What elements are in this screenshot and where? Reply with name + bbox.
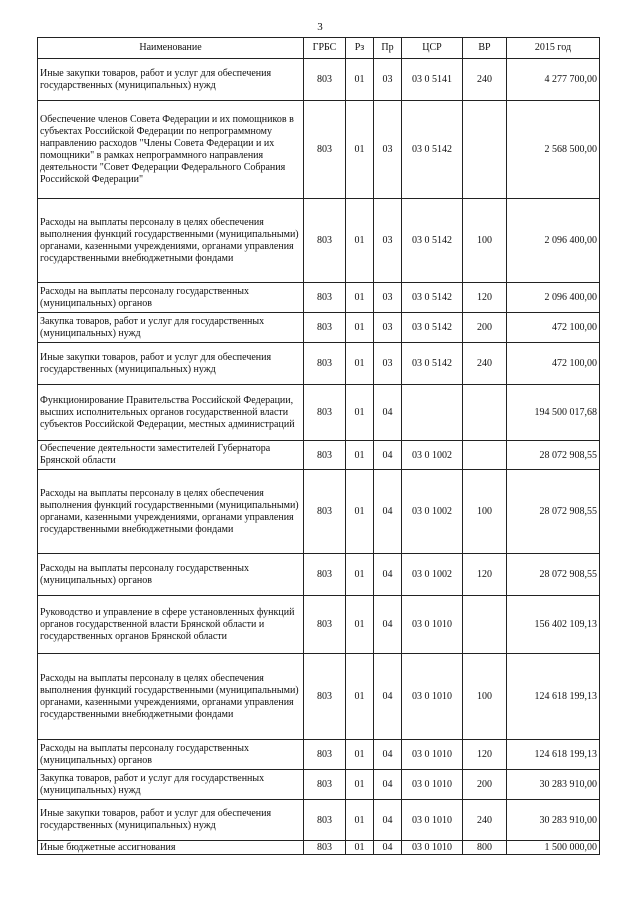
table-row xyxy=(38,283,600,313)
header-year: 2015 год xyxy=(507,38,600,59)
name-cell: Функционирование Правительства Российской Федерации, высших исполнительных органов государственной власти субъектов Российской Федерации, местных администраций xyxy=(38,385,304,441)
table-row xyxy=(38,441,600,470)
table-row xyxy=(38,385,600,441)
pr-cell: 04 xyxy=(374,740,402,770)
grbs-cell: 803 xyxy=(304,283,346,313)
table-row xyxy=(38,59,600,101)
table-row xyxy=(38,313,600,343)
grbs-cell: 803 xyxy=(304,554,346,596)
grbs-cell: 803 xyxy=(304,470,346,554)
amount-cell: 30 283 910,00 xyxy=(507,770,600,800)
vr-cell: 800 xyxy=(463,841,507,855)
amount-cell: 28 072 908,55 xyxy=(507,470,600,554)
csr-cell: 03 0 1010 xyxy=(402,841,463,855)
rz-cell: 01 xyxy=(346,596,374,654)
rz-cell: 01 xyxy=(346,199,374,283)
amount-cell: 30 283 910,00 xyxy=(507,800,600,841)
grbs-cell: 803 xyxy=(304,59,346,101)
name-cell: Иные закупки товаров, работ и услуг для обеспечения государственных (муниципальных) нужд xyxy=(38,800,304,841)
rz-cell: 01 xyxy=(346,654,374,740)
pr-cell: 03 xyxy=(374,343,402,385)
grbs-cell: 803 xyxy=(304,841,346,855)
grbs-cell: 803 xyxy=(304,596,346,654)
grbs-cell: 803 xyxy=(304,101,346,199)
vr-cell: 100 xyxy=(463,199,507,283)
csr-cell: 03 0 5142 xyxy=(402,343,463,385)
csr-cell: 03 0 1002 xyxy=(402,441,463,470)
pr-cell: 04 xyxy=(374,654,402,740)
pr-cell: 04 xyxy=(374,554,402,596)
amount-cell: 2 568 500,00 xyxy=(507,101,600,199)
grbs-cell: 803 xyxy=(304,313,346,343)
amount-cell: 28 072 908,55 xyxy=(507,554,600,596)
page-number: 3 xyxy=(317,21,323,33)
csr-cell: 03 0 5142 xyxy=(402,313,463,343)
header-rz: Рз xyxy=(346,38,374,59)
header-csr: ЦСР xyxy=(402,38,463,59)
rz-cell: 01 xyxy=(346,470,374,554)
pr-cell: 04 xyxy=(374,841,402,855)
header-name: Наименование xyxy=(38,38,304,59)
name-cell: Расходы на выплаты персоналу в целях обеспечения выполнения функций государственными (муниципальными) органами, казенными учреждениями, органами управления государственными внебюджетными фондами xyxy=(38,199,304,283)
csr-cell: 03 0 1002 xyxy=(402,470,463,554)
pr-cell: 04 xyxy=(374,770,402,800)
amount-cell: 124 618 199,13 xyxy=(507,654,600,740)
name-cell: Расходы на выплаты персоналу государственных (муниципальных) органов xyxy=(38,283,304,313)
csr-cell: 03 0 5141 xyxy=(402,59,463,101)
rz-cell: 01 xyxy=(346,740,374,770)
vr-cell: 240 xyxy=(463,800,507,841)
pr-cell: 04 xyxy=(374,385,402,441)
pr-cell: 04 xyxy=(374,441,402,470)
grbs-cell: 803 xyxy=(304,800,346,841)
table-row xyxy=(38,343,600,385)
table-row xyxy=(38,596,600,654)
rz-cell: 01 xyxy=(346,800,374,841)
amount-cell: 4 277 700,00 xyxy=(507,59,600,101)
amount-cell: 1 500 000,00 xyxy=(507,841,600,855)
name-cell: Расходы на выплаты персоналу в целях обеспечения выполнения функций государственными (муниципальными) органами, казенными учреждениями, органами управления государственными внебюджетными фондами xyxy=(38,470,304,554)
table-row xyxy=(38,470,600,554)
table-row xyxy=(38,800,600,841)
name-cell: Иные закупки товаров, работ и услуг для обеспечения государственных (муниципальных) нужд xyxy=(38,59,304,101)
rz-cell: 01 xyxy=(346,283,374,313)
rz-cell: 01 xyxy=(346,841,374,855)
table-row xyxy=(38,199,600,283)
csr-cell: 03 0 1010 xyxy=(402,596,463,654)
rz-cell: 01 xyxy=(346,313,374,343)
grbs-cell: 803 xyxy=(304,740,346,770)
rz-cell: 01 xyxy=(346,441,374,470)
grbs-cell: 803 xyxy=(304,441,346,470)
pr-cell: 04 xyxy=(374,800,402,841)
name-cell: Обеспечение деятельности заместителей Губернатора Брянской области xyxy=(38,441,304,470)
vr-cell: 120 xyxy=(463,740,507,770)
rz-cell: 01 xyxy=(346,101,374,199)
amount-cell: 194 500 017,68 xyxy=(507,385,600,441)
vr-cell: 100 xyxy=(463,654,507,740)
table-row xyxy=(38,101,600,199)
budget-table xyxy=(37,37,600,855)
vr-cell: 200 xyxy=(463,770,507,800)
csr-cell: 03 0 5142 xyxy=(402,101,463,199)
header-pr: Пр xyxy=(374,38,402,59)
csr-cell xyxy=(402,385,463,441)
amount-cell: 472 100,00 xyxy=(507,343,600,385)
pr-cell: 03 xyxy=(374,283,402,313)
table-body xyxy=(38,59,600,855)
csr-cell: 03 0 1010 xyxy=(402,770,463,800)
header-vr: ВР xyxy=(463,38,507,59)
amount-cell: 2 096 400,00 xyxy=(507,199,600,283)
rz-cell: 01 xyxy=(346,343,374,385)
pr-cell: 04 xyxy=(374,596,402,654)
pr-cell: 03 xyxy=(374,199,402,283)
vr-cell xyxy=(463,596,507,654)
table-row xyxy=(38,740,600,770)
csr-cell: 03 0 1010 xyxy=(402,654,463,740)
name-cell: Расходы на выплаты персоналу государственных (муниципальных) органов xyxy=(38,554,304,596)
header-grbs: ГРБС xyxy=(304,38,346,59)
name-cell: Руководство и управление в сфере установленных функций органов государственной власти Брянской области и государственных органов Брянской области xyxy=(38,596,304,654)
table-row xyxy=(38,654,600,740)
vr-cell: 200 xyxy=(463,313,507,343)
csr-cell: 03 0 1002 xyxy=(402,554,463,596)
csr-cell: 03 0 1010 xyxy=(402,740,463,770)
vr-cell xyxy=(463,101,507,199)
pr-cell: 03 xyxy=(374,313,402,343)
name-cell: Иные закупки товаров, работ и услуг для обеспечения государственных (муниципальных) нужд xyxy=(38,343,304,385)
rz-cell: 01 xyxy=(346,59,374,101)
grbs-cell: 803 xyxy=(304,343,346,385)
grbs-cell: 803 xyxy=(304,770,346,800)
table-row xyxy=(38,841,600,855)
amount-cell: 156 402 109,13 xyxy=(507,596,600,654)
amount-cell: 2 096 400,00 xyxy=(507,283,600,313)
table-row xyxy=(38,554,600,596)
csr-cell: 03 0 5142 xyxy=(402,283,463,313)
amount-cell: 28 072 908,55 xyxy=(507,441,600,470)
vr-cell: 120 xyxy=(463,283,507,313)
grbs-cell: 803 xyxy=(304,654,346,740)
grbs-cell: 803 xyxy=(304,199,346,283)
name-cell: Обеспечение членов Совета Федерации и их помощников в субъектах Российской Федерации по непрограммному направлению расходов "Члены Совета Федерации и их помощники" в рамках непрограммного направления деятельности "Совет Федерации Федерального Собрания Российской Федерации" xyxy=(38,101,304,199)
pr-cell: 03 xyxy=(374,59,402,101)
name-cell: Закупка товаров, работ и услуг для государственных (муниципальных) нужд xyxy=(38,313,304,343)
vr-cell: 100 xyxy=(463,470,507,554)
pr-cell: 04 xyxy=(374,470,402,554)
vr-cell: 240 xyxy=(463,343,507,385)
vr-cell xyxy=(463,441,507,470)
rz-cell: 01 xyxy=(346,385,374,441)
amount-cell: 472 100,00 xyxy=(507,313,600,343)
table-header-row xyxy=(38,38,600,59)
table-row xyxy=(38,770,600,800)
rz-cell: 01 xyxy=(346,554,374,596)
csr-cell: 03 0 5142 xyxy=(402,199,463,283)
grbs-cell: 803 xyxy=(304,385,346,441)
name-cell: Расходы на выплаты персоналу государственных (муниципальных) органов xyxy=(38,740,304,770)
vr-cell: 120 xyxy=(463,554,507,596)
name-cell: Закупка товаров, работ и услуг для государственных (муниципальных) нужд xyxy=(38,770,304,800)
csr-cell: 03 0 1010 xyxy=(402,800,463,841)
amount-cell: 124 618 199,13 xyxy=(507,740,600,770)
pr-cell: 03 xyxy=(374,101,402,199)
vr-cell: 240 xyxy=(463,59,507,101)
vr-cell xyxy=(463,385,507,441)
name-cell: Иные бюджетные ассигнования xyxy=(38,841,304,855)
rz-cell: 01 xyxy=(346,770,374,800)
name-cell: Расходы на выплаты персоналу в целях обеспечения выполнения функций государственными (муниципальными) органами, казенными учреждениями, органами управления государственными внебюджетными фондами xyxy=(38,654,304,740)
